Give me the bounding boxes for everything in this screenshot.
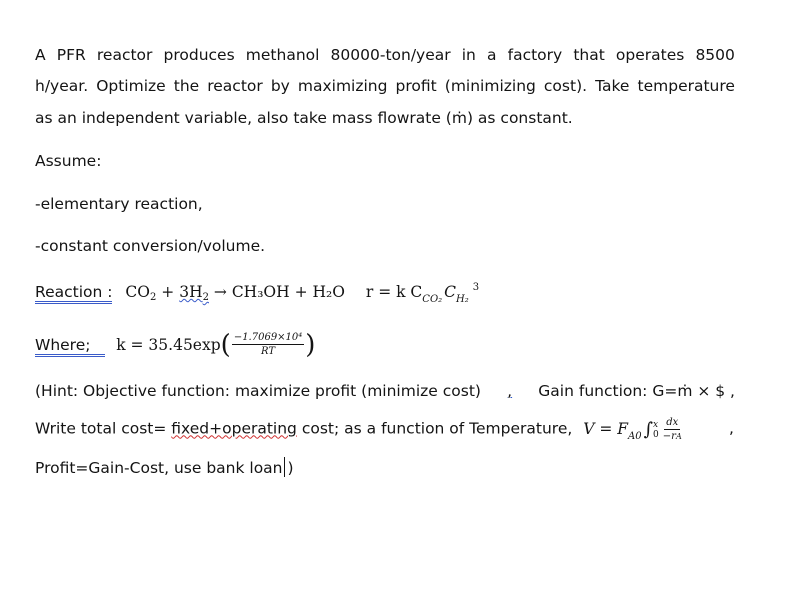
hint-profit: Profit=Gain-Cost, use bank loan	[35, 459, 283, 477]
paragraph-line-1	[35, 44, 735, 66]
assume-item-constant: -constant conversion/volume.	[35, 237, 266, 255]
word: 80000-ton/year	[330, 46, 451, 64]
word: methanol	[245, 46, 320, 64]
word: profit	[395, 77, 437, 95]
word: factory	[507, 46, 563, 64]
hint-fixed-operating: fixed+operating	[171, 419, 297, 438]
word: a	[487, 46, 497, 64]
word: reactor	[96, 46, 153, 64]
hint-line-1	[35, 380, 735, 402]
hint-comma: ,	[729, 419, 734, 437]
word: the	[173, 77, 200, 95]
hint-line-2	[35, 417, 735, 443]
word: Take	[595, 77, 630, 95]
word: A	[35, 46, 46, 64]
word: reactor	[207, 77, 263, 95]
reaction-equation: CO2 + 3H2 → CH₃OH + H₂O	[125, 283, 345, 303]
word: Optimize	[96, 77, 166, 95]
assume-item-elementary: -elementary reaction,	[35, 195, 203, 213]
hint-gain-function: Gain function: G=ṁ × $ ,	[538, 382, 735, 400]
hint-total-cost-label: Write total cost=	[35, 419, 172, 438]
reaction-label: Reaction :	[35, 283, 112, 304]
hint-separator: ,	[507, 382, 513, 400]
hint-temperature-text: cost; as a function of Temperature,	[296, 419, 573, 438]
word: by	[270, 77, 290, 95]
word: 8500	[695, 46, 735, 64]
word: in	[461, 46, 476, 64]
word: produces	[163, 46, 235, 64]
word: temperature	[637, 77, 735, 95]
paragraph-line-3: as an independent variable, also take mass flowrate (ṁ) as constant.	[35, 109, 573, 127]
rate-expression: r = k $C_{CO_2}$ $C_{H_2}^3$	[365, 282, 480, 305]
reaction-line	[35, 281, 735, 306]
word: PFR	[56, 46, 86, 64]
hint-line-3	[35, 457, 735, 479]
word: h/year.	[35, 77, 89, 95]
word: operates	[615, 46, 685, 64]
where-label: Where;	[35, 336, 105, 357]
hint-objective: (Hint: Objective function: maximize profit (minimize cost)	[35, 382, 481, 400]
paragraph-line-2	[35, 75, 735, 97]
word: that	[573, 46, 605, 64]
word: maximizing	[297, 77, 388, 95]
text-cursor	[284, 457, 285, 477]
where-line	[35, 331, 735, 361]
word: cost).	[543, 77, 588, 95]
volume-equation: $V = F_{A0}$ ∫ x 0 $\frac{dx}{-rA}$	[583, 417, 682, 442]
assume-heading: Assume:	[35, 152, 102, 170]
word: (minimizing	[444, 77, 536, 95]
hint-close-paren: )	[287, 459, 294, 477]
rate-constant-expression: k = 35.45exp( $\frac{\text{−1.7069×10⁴}}{RT}$ )	[116, 330, 316, 360]
